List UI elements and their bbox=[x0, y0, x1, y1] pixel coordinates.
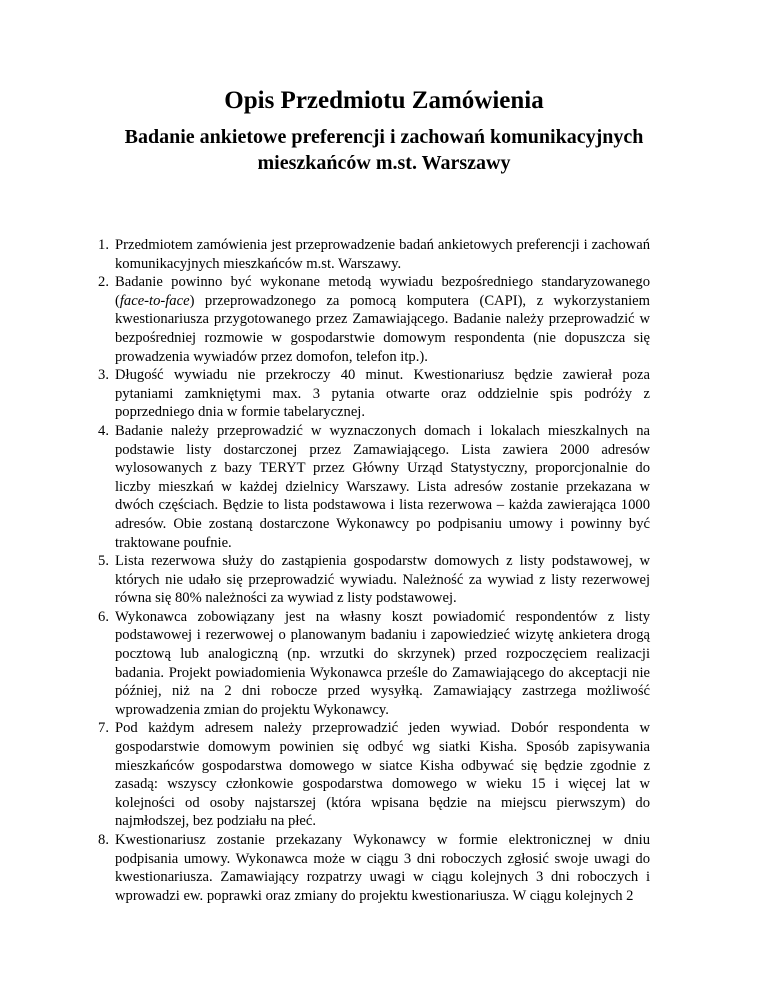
list-item-italic-term: face-to-face bbox=[119, 292, 190, 309]
list-item-text: Przedmiotem zamówienia jest przeprowadzenie badań ankietowych preferencji i zachowań komunikacyjnych mieszkańców m.st. Warszawy. bbox=[115, 237, 650, 272]
list-item-number: 3. bbox=[98, 367, 109, 384]
list-item-text: Badanie należy przeprowadzić w wyznaczonych domach i lokalach mieszkalnych na podstawie listy dostarczonej przez Zamawiającego. Lista zawiera 2000 adresów wylosowanych z bazy TERYT przez Główny Urząd Statystyczny, proporcjonalnie do liczby mieszkań w każdej dzielnicy Warszawy. Lista adresów zostanie przekazana w dwóch częściach. Będzie to lista podstawowa i lista rezerwowa – każda zawierająca 1000 adresów. Obie zostaną dostarczone Wykonawcy po podpisaniu umowy i powinny być traktowane poufnie. bbox=[115, 422, 650, 551]
list-item-text: Wykonawca zobowiązany jest na własny koszt powiadomić respondentów z listy podstawowej i rezerwowej o planowanym badaniu i zapowiedzieć wizytę ankietera drogą pocztową lub analogiczną (np. wrzutki do skrzynek) przed rozpoczęciem realizacji badania. Projekt powiadomienia Wykonawca prześle do Zamawiającego do akceptacji nie później, niż na 2 dni robocze przed wysyłką. Zamawiający zastrzega możliwość wprowadzenia zmian do projektu Wykonawcy. bbox=[115, 608, 650, 718]
list-item bbox=[98, 422, 650, 552]
list-item bbox=[98, 273, 650, 366]
page-subtitle: Badanie ankietowe preferencji i zachowań komunikacyjnych mieszkańców m.st. Warszawy bbox=[124, 126, 644, 174]
list-item bbox=[98, 366, 650, 422]
list-item bbox=[98, 831, 650, 905]
list-item bbox=[98, 552, 650, 608]
list-item bbox=[98, 608, 650, 720]
numbered-list bbox=[98, 236, 650, 905]
list-item-text-part: ) przeprowadzonego za pomocą komputera (CAPI), z wykorzystaniem kwestionariusza przygotowanego przez Zamawiającego. Badanie należy przeprowadzić w bezpośredniej rozmowie w gospodarstwie domowym respondenta (nie dopuszcza się prowadzenia wywiadów przez domofon, telefon itp.). bbox=[115, 292, 650, 365]
list-item-number: 5. bbox=[98, 553, 109, 570]
list-item bbox=[98, 236, 650, 273]
list-item-text bbox=[115, 274, 650, 364]
list-item bbox=[98, 719, 650, 831]
list-item-text: Pod każdym adresem należy przeprowadzić jeden wywiad. Dobór respondenta w gospodarstwie domowym powinien się odbyć wg siatki Kisha. Sposób zapisywania mieszkańców gospodarstwa domowego w siatce Kisha odbywać się będzie zgodnie z zasadą: wszyscy członkowie gospodarstwa domowego w wieku 15 i więcej lat w kolejności od osoby najstarszej (która wpisana będzie na miejscu pierwszym) do najmłodszej, bez podziału na płeć. bbox=[115, 720, 650, 830]
list-item-number: 2. bbox=[98, 274, 109, 291]
list-item-text: Kwestionariusz zostanie przekazany Wykonawcy w formie elektronicznej w dniu podpisania umowy. Wykonawca może w ciągu 3 dni roboczych zgłosić swoje uwagi do kwestionariusza. Zamawiający rozpatrzy uwagi w ciągu kolejnych 3 dni roboczych i wprowadzi ew. poprawki oraz zmiany do projektu kwestionariusza. W ciągu kolejnych 2 bbox=[115, 832, 650, 904]
list-item-text: Lista rezerwowa służy do zastąpienia gospodarstw domowych z listy podstawowej, w których nie udało się przeprowadzić wywiadu. Należność za wywiad z listy rezerwowej równa się 80% należności za wywiad z listy podstawowej. bbox=[115, 553, 650, 607]
list-item-number: 6. bbox=[98, 608, 109, 625]
list-item-number: 4. bbox=[98, 422, 109, 439]
list-item-number: 7. bbox=[98, 720, 109, 737]
page-title: Opis Przedmiotu Zamówienia bbox=[224, 87, 544, 114]
list-item-number: 8. bbox=[98, 832, 109, 848]
list-item-text-part: Badanie powinno być wykonane metodą wywiadu bezpośredniego standaryzowanego ( bbox=[115, 274, 650, 309]
list-item-number: 1. bbox=[98, 237, 109, 253]
list-item-text: Długość wywiadu nie przekroczy 40 minut. Kwestionariusz będzie zawierał poza pytaniami zamkniętymi max. 3 pytania otwarte oraz oddzielnie spis podróży z poprzedniego dnia w formie tabelarycznej. bbox=[115, 367, 650, 421]
